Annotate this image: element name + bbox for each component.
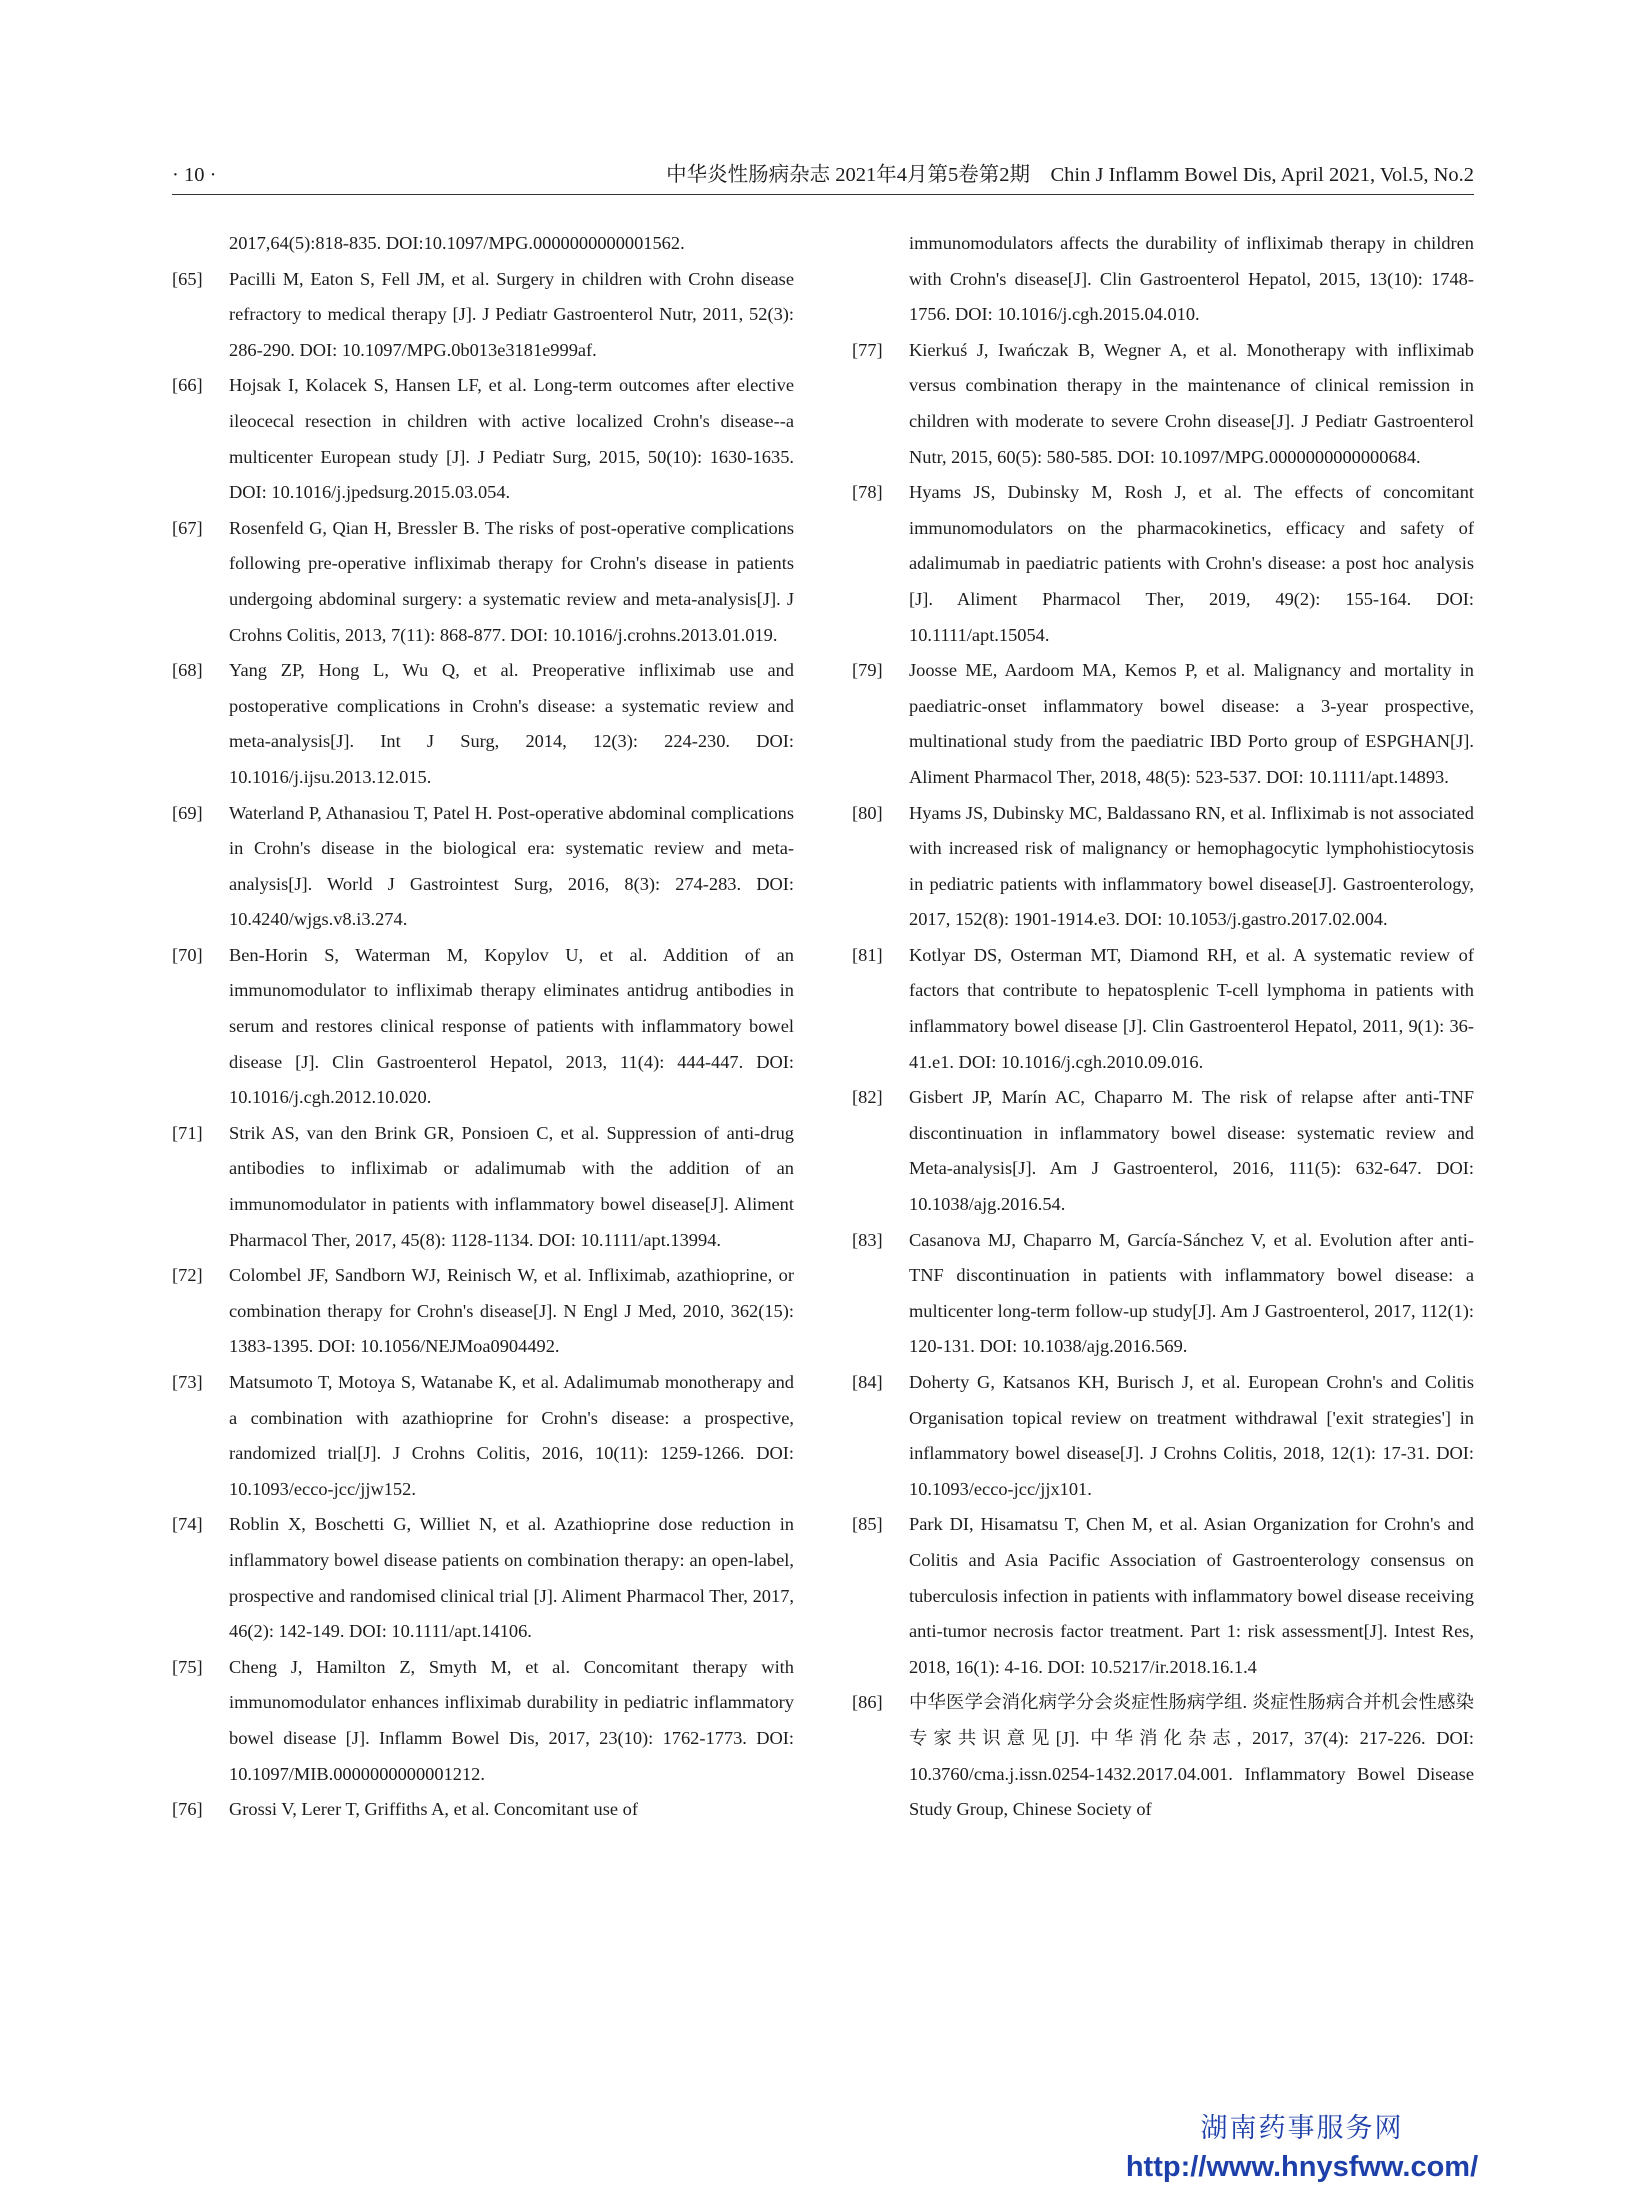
watermark-url[interactable]: http://www.hnysfww.com/ xyxy=(1125,2151,1479,2183)
reference-number: [83] xyxy=(852,1229,883,1250)
reference-list-left xyxy=(172,262,794,1828)
reference-text: Joosse ME, Aardoom MA, Kemos P, et al. Malignancy and mortality in paediatric-onset inflammatory bowel disease: a 3-year prospective, multinational study from the paediatric IBD Porto group of ESPGHAN[J]. Aliment Pharmacol Ther, 2018, 48(5): 523-537. DOI: 10.1111/apt.14893. xyxy=(909,660,1474,787)
reference-number: [69] xyxy=(172,802,203,823)
reference-entry xyxy=(852,1223,1474,1365)
reference-text: Hyams JS, Dubinsky MC, Baldassano RN, et al. Infliximab is not associated with increased risk of malignancy or hemophagocytic lymphohistiocytosis in pediatric patients with inflammatory bowel disease[J]. Gastroenterology, 2017, 152(8): 1901-1914.e3. DOI: 10.1053/j.gastro.2017.02.004. xyxy=(909,802,1474,930)
page-number: · 10 · xyxy=(172,164,217,186)
reference-entry xyxy=(172,1365,794,1507)
reference-number: [82] xyxy=(852,1087,883,1108)
reference-entry xyxy=(852,475,1474,653)
reference-number: [76] xyxy=(172,1799,203,1820)
reference-text: Kierkuś J, Iwańczak B, Wegner A, et al. Monotherapy with infliximab versus combination therapy in the maintenance of clinical remission in children with moderate to severe Crohn disease[J]. J Pediatr Gastroenterol Nutr, 2015, 60(5): 580-585. DOI: 10.1097/MPG.0000000000000684. xyxy=(909,339,1474,467)
reference-text: Pacilli M, Eaton S, Fell JM, et al. Surgery in children with Crohn disease refractory to medical therapy [J]. J Pediatr Gastroenterol Nutr, 2011, 52(3): 286-290. DOI: 10.1097/MPG.0b013e3181e999af. xyxy=(229,268,794,360)
reference-number: [74] xyxy=(172,1514,203,1535)
running-header xyxy=(172,158,1474,192)
reference-number: [75] xyxy=(172,1656,203,1677)
reference-number: [86] xyxy=(852,1692,883,1713)
reference-entry xyxy=(172,1650,794,1792)
reference-text: Roblin X, Boschetti G, Williet N, et al. Azathioprine dose reduction in inflammatory bowel disease patients on combination therapy: an open-label, prospective and randomised clinical trial [J]. Aliment Pharmacol Ther, 2017, 46(2): 142-149. DOI: 10.1111/apt.14106. xyxy=(229,1514,794,1642)
reference-text: Park DI, Hisamatsu T, Chen M, et al. Asian Organization for Crohn's and Colitis and Asia Pacific Association of Gastroenterology consensus on tuberculosis infection in patients with inflammatory bowel disease receiving anti-tumor necrosis factor treatment. Part 1: risk assessment[J]. Intest Res, 2018, 16(1): 4-16. DOI: 10.5217/ir.2018.16.1.4 xyxy=(909,1514,1474,1677)
reference-entry xyxy=(172,1792,794,1828)
reference-entry xyxy=(852,1080,1474,1222)
reference-text: Waterland P, Athanasiou T, Patel H. Post-operative abdominal complications in Crohn's disease in the biological era: systematic review and meta-analysis[J]. World J Gastrointest Surg, 2016, 8(3): 274-283. DOI: 10.4240/wjgs.v8.i3.274. xyxy=(229,802,794,930)
reference-text: Kotlyar DS, Osterman MT, Diamond RH, et al. A systematic review of factors that contribute to hepatosplenic T-cell lymphoma in patients with inflammatory bowel disease [J]. Clin Gastroenterol Hepatol, 2011, 9(1): 36-41.e1. DOI: 10.1016/j.cgh.2010.09.016. xyxy=(909,944,1474,1072)
reference-entry xyxy=(172,1116,794,1258)
reference-number: [68] xyxy=(172,660,203,681)
reference-text: Colombel JF, Sandborn WJ, Reinisch W, et al. Infliximab, azathioprine, or combination therapy for Crohn's disease[J]. N Engl J Med, 2010, 362(15): 1383-1395. DOI: 10.1056/NEJMoa0904492. xyxy=(229,1265,794,1357)
reference-entry xyxy=(852,796,1474,938)
reference-text: 中华医学会消化病学分会炎症性肠病学组. 炎症性肠病合并机会性感染专家共识意见[J]. 中华消化杂志, 2017, 37(4): 217-226. DOI: 10.3760/cma.j.issn.0254-1432.2017.04.001. Inflammatory Bowel Disease Study Group, Chinese Society of xyxy=(909,1692,1474,1820)
reference-text: Rosenfeld G, Qian H, Bressler B. The risks of post-operative complications following pre-operative infliximab therapy for Crohn's disease in patients undergoing abdominal surgery: a systematic review and meta-analysis[J]. J Crohns Colitis, 2013, 7(11): 868-877. DOI: 10.1016/j.crohns.2013.01.019. xyxy=(229,517,794,645)
journal-running-title: 中华炎性肠病杂志 2021年4月第5卷第2期 Chin J Inflamm Bowel Dis, April 2021, Vol.5, No.2 xyxy=(666,164,1474,186)
right-column xyxy=(852,226,1474,1828)
reference-text: Yang ZP, Hong L, Wu Q, et al. Preoperative infliximab use and postoperative complications in Crohn's disease: a systematic review and meta-analysis[J]. Int J Surg, 2014, 12(3): 224-230. DOI: 10.1016/j.ijsu.2013.12.015. xyxy=(229,660,794,787)
reference-entry xyxy=(852,1685,1474,1827)
reference-text: Casanova MJ, Chaparro M, García-Sánchez V, et al. Evolution after anti-TNF discontinuation in patients with inflammatory bowel disease: a multicenter long-term follow-up study[J]. Am J Gastroenterol, 2017, 112(1): 120-131. DOI: 10.1038/ajg.2016.569. xyxy=(909,1229,1474,1357)
reference-entry xyxy=(852,1507,1474,1685)
reference-entry xyxy=(172,796,794,938)
reference-text: Cheng J, Hamilton Z, Smyth M, et al. Concomitant therapy with immunomodulator enhances infliximab durability in pediatric inflammatory bowel disease [J]. Inflamm Bowel Dis, 2017, 23(10): 1762-1773. DOI: 10.1097/MIB.0000000000001212. xyxy=(229,1656,794,1784)
reference-text: Matsumoto T, Motoya S, Watanabe K, et al. Adalimumab monotherapy and a combination with azathioprine for Crohn's disease: a prospective, randomized trial[J]. J Crohns Colitis, 2016, 10(11): 1259-1266. DOI: 10.1093/ecco-jcc/jjw152. xyxy=(229,1372,794,1499)
reference-number: [65] xyxy=(172,268,203,289)
reference-text: Gisbert JP, Marín AC, Chaparro M. The risk of relapse after anti-TNF discontinuation in inflammatory bowel disease: systematic review and Meta-analysis[J]. Am J Gastroenterol, 2016, 111(5): 632-647. DOI: 10.1038/ajg.2016.54. xyxy=(909,1087,1474,1215)
header-rule xyxy=(172,194,1474,195)
site-watermark xyxy=(1092,2110,1512,2186)
reference-entry xyxy=(172,511,794,653)
reference-entry xyxy=(852,333,1474,475)
reference-number: [72] xyxy=(172,1265,203,1286)
reference-number: [77] xyxy=(852,339,883,360)
reference-number: [79] xyxy=(852,660,883,681)
reference-entry xyxy=(172,653,794,795)
reference-number: [81] xyxy=(852,944,883,965)
reference-number: [67] xyxy=(172,517,203,538)
reference-number: [71] xyxy=(172,1122,203,1143)
left-column xyxy=(172,226,794,1828)
reference-text: Doherty G, Katsanos KH, Burisch J, et al. European Crohn's and Colitis Organisation topical review on treatment withdrawal ['exit strategies'] in inflammatory bowel disease[J]. J Crohns Colitis, 2018, 12(1): 17-31. DOI: 10.1093/ecco-jcc/jjx101. xyxy=(909,1372,1474,1499)
reference-entry xyxy=(172,262,794,369)
reference-number: [78] xyxy=(852,482,883,503)
reference-number: [66] xyxy=(172,375,203,396)
reference-text: Ben-Horin S, Waterman M, Kopylov U, et al. Addition of an immunomodulator to infliximab therapy eliminates antidrug antibodies in serum and restores clinical response of patients with inflammatory bowel disease [J]. Clin Gastroenterol Hepatol, 2013, 11(4): 444-447. DOI: 10.1016/j.cgh.2012.10.020. xyxy=(229,944,794,1108)
reference-entry xyxy=(172,938,794,1116)
watermark-site-name: 湖南药事服务网 xyxy=(1200,2113,1404,2144)
reference-entry xyxy=(172,1258,794,1365)
reference-entry xyxy=(172,368,794,510)
reference-entry xyxy=(172,1507,794,1649)
reference-number: [85] xyxy=(852,1514,883,1535)
reference-number: [73] xyxy=(172,1372,203,1392)
reference-text: Hyams JS, Dubinsky M, Rosh J, et al. The effects of concomitant immunomodulators on the pharmacokinetics, efficacy and safety of adalimumab in paediatric patients with Crohn's disease: a post hoc analysis [J]. Aliment Pharmacol Ther, 2019, 49(2): 155-164. DOI: 10.1111/apt.15054. xyxy=(909,482,1474,645)
reference-continuation: immunomodulators affects the durability of infliximab therapy in children with Crohn's disease[J]. Clin Gastroenterol Hepatol, 2015, 13(10): 1748-1756. DOI: 10.1016/j.cgh.2015.04.010. xyxy=(909,233,1474,325)
reference-entry xyxy=(852,653,1474,795)
reference-entry xyxy=(852,938,1474,1080)
reference-text: Strik AS, van den Brink GR, Ponsioen C, et al. Suppression of anti-drug antibodies to infliximab or adalimumab with the addition of an immunomodulator in patients with inflammatory bowel disease[J]. Aliment Pharmacol Ther, 2017, 45(8): 1128-1134. DOI: 10.1111/apt.13994. xyxy=(229,1122,794,1250)
reference-continuation: 2017,64(5):818-835. DOI:10.1097/MPG.0000000000001562. xyxy=(229,233,685,253)
reference-number: [70] xyxy=(172,944,203,965)
reference-list-right xyxy=(852,333,1474,1828)
reference-text: Grossi V, Lerer T, Griffiths A, et al. Concomitant use of xyxy=(229,1799,638,1820)
reference-number: [80] xyxy=(852,802,883,823)
reference-entry xyxy=(852,1365,1474,1507)
reference-number: [84] xyxy=(852,1372,883,1392)
reference-text: Hojsak I, Kolacek S, Hansen LF, et al. Long-term outcomes after elective ileocecal resection in children with active localized Crohn's disease--a multicenter European study [J]. J Pediatr Surg, 2015, 50(10): 1630-1635. DOI: 10.1016/j.jpedsurg.2015.03.054. xyxy=(229,375,794,503)
